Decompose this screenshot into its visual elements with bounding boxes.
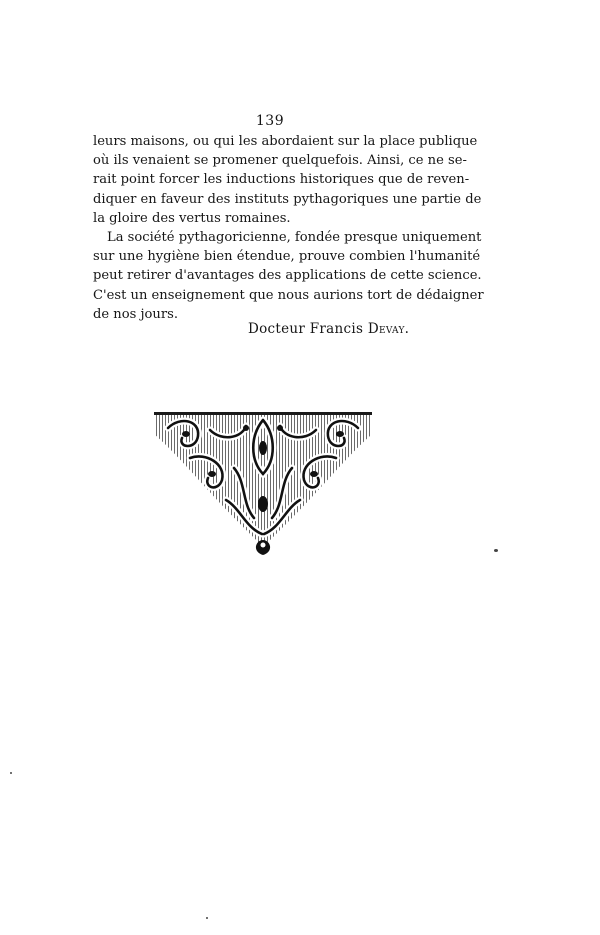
text-line: C'est un enseignement que nous aurions tort de dédaigner <box>93 287 484 303</box>
signature <box>248 321 409 337</box>
signature-name: Docteur Francis <box>248 321 368 337</box>
text-line: rait point forcer les inductions historiques que de reven- <box>93 172 470 188</box>
speck <box>206 917 208 919</box>
text-line: la gloire des vertus romaines. <box>93 210 291 226</box>
body-text <box>93 132 484 324</box>
text-line: diquer en faveur des instituts pythagoriques une partie de <box>93 191 482 207</box>
text-line: sur une hygiène bien étendue, prouve combien l'humanité <box>93 249 481 265</box>
speck <box>10 772 12 774</box>
text-line: de nos jours. <box>93 306 179 322</box>
speck <box>494 549 498 552</box>
tailpiece-ornament-icon <box>150 408 376 556</box>
text-line: où ils venaient se promener quelquefois. Ainsi, ce ne se- <box>93 153 467 169</box>
page-number: 139 <box>255 113 285 129</box>
text-line: peut retirer d'avantages des applications de cette science. <box>93 268 482 284</box>
text-line: leurs maisons, ou qui les abordaient sur la place publique <box>93 134 478 149</box>
text-line: La société pythagoricienne, fondée presque uniquement <box>107 230 482 246</box>
signature-surname: Devay. <box>367 321 410 337</box>
